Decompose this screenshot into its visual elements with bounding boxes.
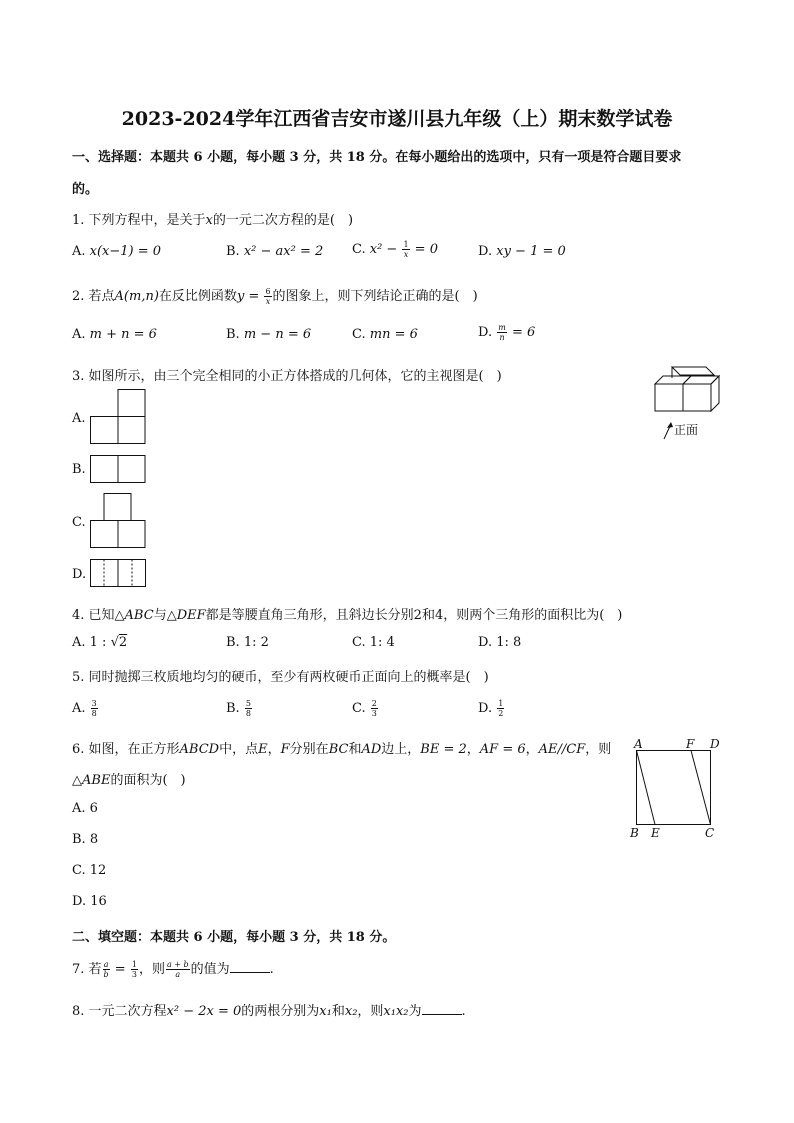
q7-eq: = [110,962,130,977]
q1-option-d [478,244,566,259]
q6-option-a: A. 6 [72,801,98,816]
question-7 [72,958,274,979]
q6-square: ABCD [179,742,220,757]
q2-c-label: C. [352,327,370,342]
q5-a-label: A. [72,701,90,716]
q8-root2: x₂ [344,1004,358,1019]
q7-f3-num: a + b [166,960,189,969]
arrow-head-icon [667,422,673,428]
q3-option-d-figure [90,559,148,589]
q1-a-math: x(x−1) = 0 [89,244,162,259]
q2-a-math: m + n = 6 [89,327,157,342]
q4-v1: 2 [413,608,422,623]
q2-den: x [265,297,271,306]
q2-c-math: mn = 6 [369,327,418,342]
q7-frac1 [103,960,110,979]
q6-label-e: E [651,826,660,840]
q6-side-bc: BC [328,742,349,757]
q4-option-a [72,635,127,650]
q2-option-a [72,327,157,342]
q2-b-math: m − n = 6 [243,327,312,342]
q5-d-fraction [497,699,504,718]
q4-stem-post: ，则两个三角形的面积比为( ) [443,608,623,623]
q7-f1-num: a [103,960,109,969]
q7-f2-den: 3 [131,970,137,979]
q6-label-d: D [710,737,720,751]
q1-stem-post: 的一元二次方程的是( ) [212,213,354,228]
q7-pre: 7. 若 [72,962,102,977]
q2-d-fraction [497,323,507,342]
q2-fn: y = [236,289,264,304]
question-3-stem: 3. 如图所示，由三个完全相同的小正方体搭成的几何体，它的主视图是( ) [72,369,502,384]
q5-b-label: B. [226,701,244,716]
q7-frac3 [166,960,190,979]
q5-option-a [72,699,99,718]
q4-a-sqrt-value: 2 [118,635,128,650]
question-2-stem [72,285,478,306]
q1-d-label: D. [478,244,497,259]
q4-v2: 4 [434,608,444,623]
q8-product: x₁x₂ [383,1004,409,1019]
question-6-stem-line1 [72,738,611,757]
q7-mid: ，则 [138,962,165,977]
question-1-stem [72,209,353,228]
q1-c-num: 1 [403,240,409,249]
q2-option-d [478,323,535,342]
q5-c-label: C. [352,701,370,716]
q8-answer-blank[interactable] [422,1003,462,1015]
q3-front-label: 正面 [674,423,699,437]
q1-d-math: xy − 1 = 0 [496,244,566,259]
sqrt-icon: √ [110,635,119,650]
q2-point: A(m,n) [114,289,159,304]
q1-a-label: A. [72,244,90,259]
q6-side-ad: AD [361,742,382,757]
q3-option-a-figure [90,389,148,447]
q8-pre: 8. 一元二次方程 [72,1004,167,1019]
q1-option-a [72,244,161,259]
q6-point-f: F [280,742,290,757]
q7-f3-den: a [175,970,181,979]
q5-b-fraction [245,699,252,718]
q5-b-den: 8 [245,709,251,718]
q6-triangle: △ABE [72,773,111,788]
q5-c-den: 3 [371,709,377,718]
q6-cond1: BE = 2 [420,742,467,757]
q8-end: . [461,1004,466,1019]
q1-option-b [226,244,323,259]
q8-post: 为 [408,1004,422,1019]
q5-d-label: D. [478,701,497,716]
q3-option-b-label: B. [72,462,86,477]
q4-stem-mid1: 与 [153,608,167,623]
q4-option-b: B. 1: 2 [226,635,269,650]
q1-b-math: x² − ax² = 2 [243,244,324,259]
q6-option-c: C. 12 [72,863,107,878]
q1-c-label: C. [352,242,370,257]
question-5-stem: 5. 同时抛掷三枚质地均匀的硬币，至少有两枚硬币正面向上的概率是( ) [72,670,489,685]
q2-d-num: m [498,323,506,332]
q2-d-math: = 6 [507,325,536,340]
q6-comma: ， [267,742,281,757]
q1-stem-pre: 1. 下列方程中，是关于 [72,213,206,228]
q6-label-b: B [630,826,639,840]
q7-frac2 [131,960,138,979]
q3-option-d-label: D. [72,567,87,582]
q2-num: 6 [265,287,271,296]
q1-c-fraction [402,240,409,259]
q8-and: 和 [331,1004,345,1019]
q2-a-label: A. [72,327,90,342]
q2-d-den: n [499,333,505,342]
q7-post: 的值为 [190,962,230,977]
question-4-stem [72,604,622,623]
q7-f2-num: 1 [131,960,137,969]
q1-stem-var: x [205,213,213,228]
q4-tri1: △ABC [114,608,154,623]
q7-answer-blank[interactable] [230,961,270,973]
q6-comma2: ， [525,742,539,757]
section-1-heading: 一、选择题：本题共 6 小题，每小题 3 分，共 18 分。在每小题给出的选项中，只有一项是符合题目要求 [72,150,682,165]
q6-cond3: AE//CF [538,742,586,757]
q8-root1: x₁ [319,1004,332,1019]
q1-c-den: x [403,250,409,259]
q2-fraction [264,287,271,306]
q3-option-a-label: A. [72,411,86,426]
q6-post: 边上， [381,742,421,757]
q1-c-math2: = 0 [410,242,438,257]
q4-option-d: D. 1: 8 [478,635,522,650]
q5-option-b [226,699,253,718]
q2-stem-pre: 2. 若点 [72,289,115,304]
q5-option-c [352,699,379,718]
q2-stem-mid: 在反比例函数 [158,289,237,304]
q6-point-e: E [258,742,268,757]
section-2-heading: 二、填空题：本题共 6 小题，每小题 3 分，共 18 分。 [72,930,396,945]
q6-mid: 中，点 [219,742,259,757]
q4-option-c: C. 1: 4 [352,635,395,650]
q6-pre: 6. 如图，在正方形 [72,742,180,757]
q6-option-d: D. 16 [72,894,107,909]
q4-stem-mid3: 和 [421,608,435,623]
q3-option-b-figure [90,455,148,485]
q5-option-d [478,699,505,718]
q4-stem-pre: 4. 已知 [72,608,115,623]
q5-b-num: 5 [245,699,251,708]
q1-b-label: B. [226,244,244,259]
q6-square-figure [636,750,712,830]
q7-end: . [269,962,274,977]
q5-d-num: 1 [498,699,504,708]
q8-mid: 的两根分别为 [241,1004,320,1019]
q3-option-c-label: C. [72,515,86,530]
q3-option-c-figure [90,493,148,551]
question-6-stem-line2 [72,769,186,788]
question-8 [72,1000,466,1019]
q2-option-c [352,327,418,342]
q6-option-b: B. 8 [72,832,99,847]
q1-option-c [352,240,438,259]
q4-tri2: △DEF [166,608,206,623]
q4-stem-mid2: 都是等腰直角三角形，且斜边长分别 [205,608,414,623]
q5-a-num: 3 [91,699,97,708]
q6-cond2: AF = 6 [479,742,526,757]
q6-end: ，则 [585,742,612,757]
q5-a-fraction [91,699,98,718]
q6-label-f: F [686,737,695,751]
section-1-heading-cont: 的。 [72,182,99,197]
q5-a-den: 8 [91,709,97,718]
q1-c-math1: x² − [369,242,402,257]
page-title: 2023-2024学年江西省吉安市遂川县九年级（上）期末数学试卷 [121,108,673,130]
q6-comma1: ， [466,742,480,757]
q6-and: 和 [348,742,362,757]
q2-b-label: B. [226,327,244,342]
q6-label-c: C [705,826,715,840]
q6-label-a: A [634,737,643,751]
q2-option-b [226,327,311,342]
q5-c-fraction [371,699,378,718]
q2-stem-post: 的图象上，则下列结论正确的是( ) [272,289,478,304]
q7-f1-den: b [103,970,109,979]
q6-post2: 的面积为( ) [110,773,186,788]
q6-mid2: 分别在 [289,742,329,757]
q5-c-num: 2 [371,699,377,708]
q4-a-text: A. 1 : [72,635,111,650]
q2-d-label: D. [478,325,497,340]
q8-equation: x² − 2x = 0 [166,1004,242,1019]
q8-mid2: ，则 [357,1004,384,1019]
q5-d-den: 2 [498,709,504,718]
